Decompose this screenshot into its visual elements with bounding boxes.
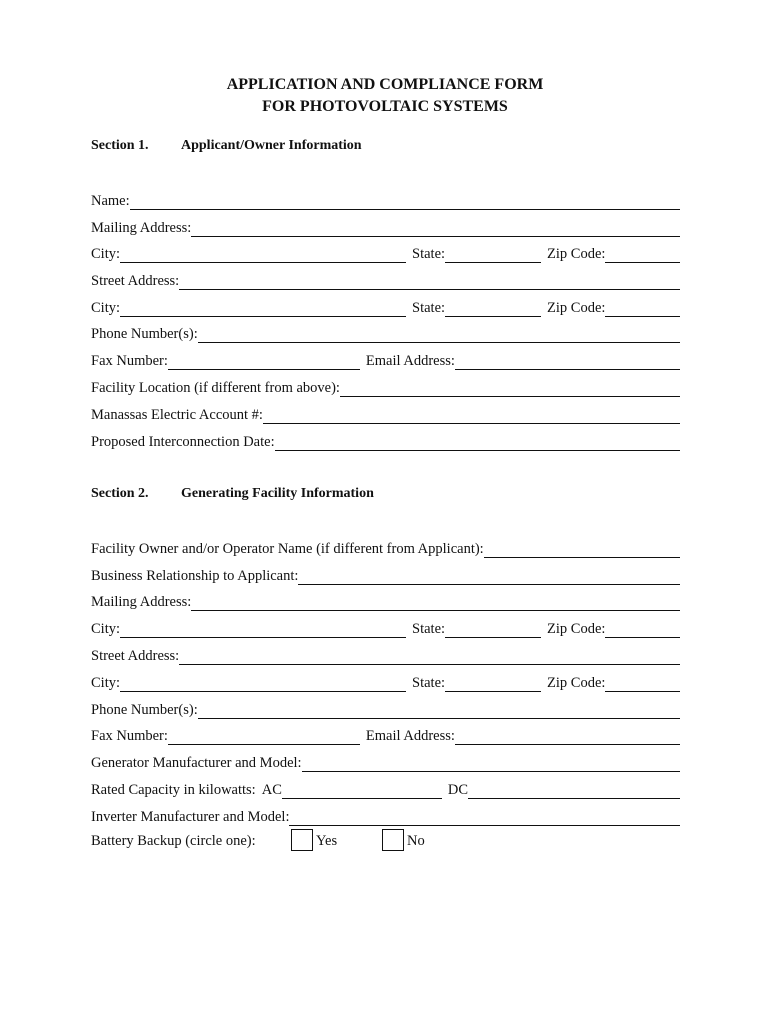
inverter-row <box>91 806 680 826</box>
facility-mailing-zip-field[interactable] <box>605 621 680 638</box>
facility-location-field[interactable] <box>340 380 680 397</box>
business-relationship-field[interactable] <box>298 568 680 585</box>
applicant-name-row <box>91 190 680 210</box>
street-address-field[interactable] <box>179 273 680 290</box>
email-field[interactable] <box>455 353 680 370</box>
street-zip-field[interactable] <box>605 300 680 317</box>
mailing-state-field[interactable] <box>445 246 541 263</box>
facility-mailing-address-field[interactable] <box>191 594 680 611</box>
no-label: No <box>407 833 425 849</box>
applicant-street-city-row <box>91 297 680 317</box>
facility-mailing-city-row <box>91 618 680 638</box>
city-label: City: <box>91 300 121 316</box>
fax-label: Fax Number: <box>91 353 168 369</box>
section-2-number: Section 2. <box>91 486 149 501</box>
zip-label: Zip Code: <box>547 675 606 691</box>
mailing-address-label: Mailing Address: <box>91 594 192 610</box>
rated-capacity-row <box>91 779 680 799</box>
facility-mailing-address-row <box>91 591 680 611</box>
facility-email-field[interactable] <box>455 728 680 745</box>
applicant-phone-row <box>91 323 680 343</box>
facility-street-address-field[interactable] <box>179 648 680 665</box>
street-address-label: Street Address: <box>91 648 180 664</box>
mailing-city-field[interactable] <box>120 246 406 263</box>
city-label: City: <box>91 246 121 262</box>
battery-backup-row <box>91 829 680 853</box>
email-label: Email Address: <box>365 728 455 744</box>
interconnection-date-row <box>91 431 680 451</box>
account-number-label: Manassas Electric Account #: <box>91 407 263 423</box>
phone-field[interactable] <box>198 326 680 343</box>
state-label: State: <box>412 675 446 691</box>
inverter-field[interactable] <box>289 809 680 826</box>
battery-backup-label: Battery Backup (circle one): <box>91 833 256 849</box>
applicant-street-address-row <box>91 270 680 290</box>
zip-label: Zip Code: <box>547 621 606 637</box>
business-relationship-label: Business Relationship to Applicant: <box>91 568 299 584</box>
city-label: City: <box>91 621 121 637</box>
owner-operator-row <box>91 538 680 558</box>
street-state-field[interactable] <box>445 300 541 317</box>
inverter-label: Inverter Manufacturer and Model: <box>91 809 290 825</box>
mailing-zip-field[interactable] <box>605 246 680 263</box>
applicant-mailing-address-row <box>91 217 680 237</box>
section-2-title: Generating Facility Information <box>181 486 374 501</box>
state-label: State: <box>412 300 446 316</box>
ac-label: AC <box>261 782 282 798</box>
fax-label: Fax Number: <box>91 728 168 744</box>
dc-capacity-field[interactable] <box>468 782 680 799</box>
section-2-heading <box>91 486 374 502</box>
state-label: State: <box>412 246 446 262</box>
name-label: Name: <box>91 193 130 209</box>
section-1-title: Applicant/Owner Information <box>181 138 362 153</box>
applicant-mailing-city-row <box>91 243 680 263</box>
business-relationship-row <box>91 565 680 585</box>
facility-street-zip-field[interactable] <box>605 675 680 692</box>
mailing-address-field[interactable] <box>191 220 680 237</box>
facility-phone-row <box>91 699 680 719</box>
street-address-label: Street Address: <box>91 273 180 289</box>
fax-field[interactable] <box>168 353 360 370</box>
facility-mailing-city-field[interactable] <box>120 621 406 638</box>
section-1-heading <box>91 138 362 154</box>
facility-street-city-field[interactable] <box>120 675 406 692</box>
street-city-field[interactable] <box>120 300 406 317</box>
generator-row <box>91 752 680 772</box>
account-number-row <box>91 404 680 424</box>
form-title-line-2: FOR PHOTOVOLTAIC SYSTEMS <box>262 98 508 115</box>
facility-fax-field[interactable] <box>168 728 360 745</box>
facility-street-state-field[interactable] <box>445 675 541 692</box>
interconnection-date-label: Proposed Interconnection Date: <box>91 434 275 450</box>
facility-mailing-state-field[interactable] <box>445 621 541 638</box>
facility-location-row <box>91 377 680 397</box>
facility-fax-email-row <box>91 725 680 745</box>
owner-operator-label: Facility Owner and/or Operator Name (if different from Applicant): <box>91 541 484 557</box>
city-label: City: <box>91 675 121 691</box>
phone-label: Phone Number(s): <box>91 702 198 718</box>
section-1-number: Section 1. <box>91 138 149 153</box>
facility-phone-field[interactable] <box>198 702 680 719</box>
interconnection-date-field[interactable] <box>275 434 680 451</box>
form-title-line-1: APPLICATION AND COMPLIANCE FORM <box>226 76 544 93</box>
no-checkbox[interactable] <box>382 829 404 851</box>
phone-label: Phone Number(s): <box>91 326 198 342</box>
zip-label: Zip Code: <box>547 300 606 316</box>
email-label: Email Address: <box>365 353 455 369</box>
yes-checkbox[interactable] <box>291 829 313 851</box>
rated-capacity-label: Rated Capacity in kilowatts: <box>91 782 256 798</box>
dc-label: DC <box>447 782 469 798</box>
mailing-address-label: Mailing Address: <box>91 220 192 236</box>
state-label: State: <box>412 621 446 637</box>
zip-label: Zip Code: <box>547 246 606 262</box>
facility-location-label: Facility Location (if different from above): <box>91 380 340 396</box>
account-number-field[interactable] <box>263 407 680 424</box>
owner-operator-field[interactable] <box>484 541 680 558</box>
name-field[interactable] <box>130 193 680 210</box>
facility-street-address-row <box>91 645 680 665</box>
yes-label: Yes <box>316 833 338 849</box>
applicant-fax-email-row <box>91 350 680 370</box>
facility-street-city-row <box>91 672 680 692</box>
ac-capacity-field[interactable] <box>282 782 442 799</box>
generator-field[interactable] <box>302 755 680 772</box>
generator-label: Generator Manufacturer and Model: <box>91 755 302 771</box>
